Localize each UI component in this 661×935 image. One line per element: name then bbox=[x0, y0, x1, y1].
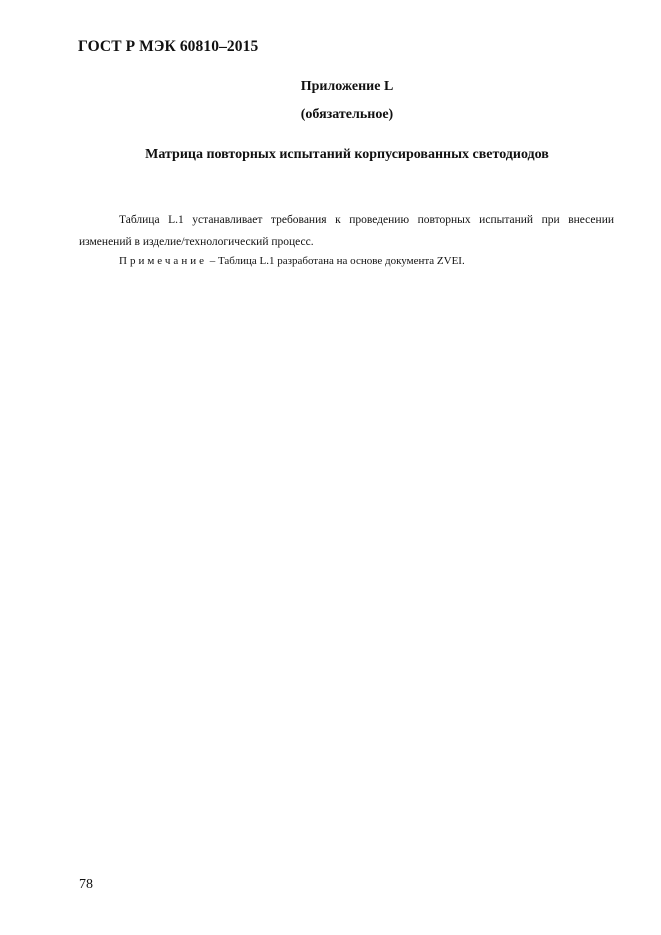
annex-title: Приложение L bbox=[300, 79, 394, 94]
annex-heading: Матрица повторных испытаний корпусированных светодиодов bbox=[145, 147, 549, 162]
note-text: – Таблица L.1 разработана на основе документа ZVEI. bbox=[206, 255, 465, 267]
note-label: Примечание bbox=[119, 255, 207, 267]
note bbox=[119, 255, 465, 267]
page-number: 78 bbox=[79, 877, 93, 892]
body-paragraph: Таблица L.1 устанавливает требования к проведению повторных испытаний при внесении изменений в изделие/технологический процесс. bbox=[79, 214, 614, 248]
document-header: ГОСТ Р МЭК 60810–2015 bbox=[78, 38, 259, 55]
annex-status: (обязательное) bbox=[300, 107, 394, 122]
